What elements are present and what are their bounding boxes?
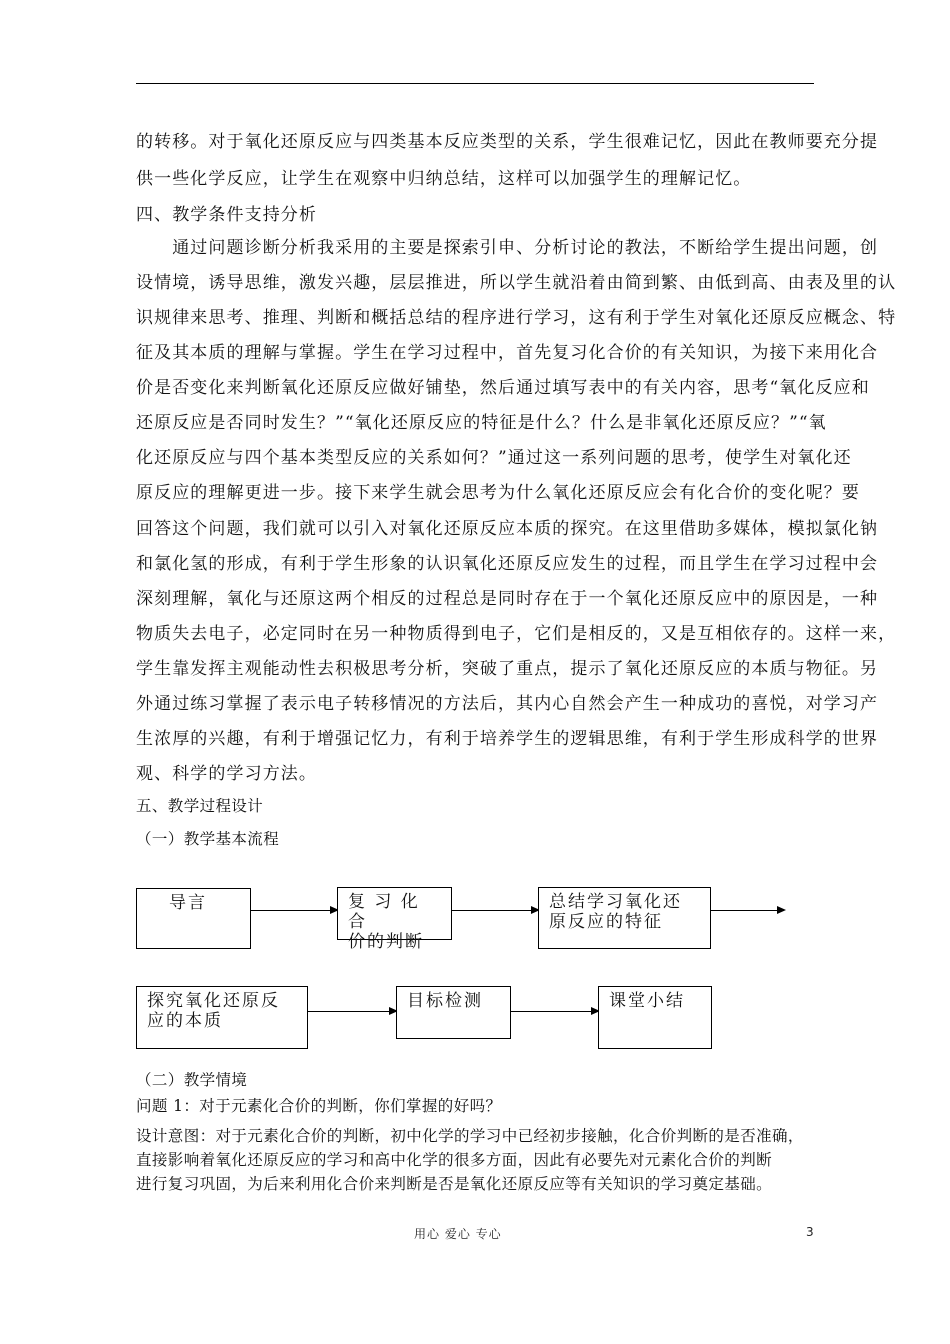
body-line: 化还原反应与四个基本类型反应的关系如何？”通过这一系列问题的思考，使学生对氧化还 xyxy=(136,448,852,468)
flow-title: （一）教学基本流程 xyxy=(136,830,280,848)
flow-arrow-4 xyxy=(308,1011,396,1012)
body-line: 学生靠发挥主观能动性去积极思考分析，突破了重点，提示了氧化还原反应的本质与物征。另 xyxy=(136,659,879,679)
flow-box-features-line1: 总结学习氧化还 xyxy=(549,892,682,912)
body-line: 生浓厚的兴趣，有利于增强记忆力，有利于培养学生的逻辑思维，有利于学生形成科学的世界 xyxy=(136,729,879,749)
body-line: 供一些化学反应，让学生在观察中归纳总结，这样可以加强学生的理解记忆。 xyxy=(136,169,752,189)
body-line: 外通过练习掌握了表示电子转移情况的方法后，其内心自然会产生一种成功的喜悦，对学习产 xyxy=(136,694,879,714)
section-4-heading: 四、教学条件支持分析 xyxy=(136,205,317,225)
flow-box-features xyxy=(538,887,711,949)
flow-box-review-valence-line2: 价的判断 xyxy=(348,932,424,952)
flow-arrow-2 xyxy=(452,910,538,911)
body-line: 通过问题诊断分析我采用的主要是探索引申、分析讨论的教法，不断给学生提出问题，创 xyxy=(136,238,879,258)
flow-box-intro xyxy=(136,888,251,949)
flow-box-review-valence xyxy=(337,887,452,952)
flow-box-target-check xyxy=(396,986,511,1039)
body-line: 征及其本质的理解与掌握。学生在学习过程中，首先复习化合价的有关知识，为接下来用化合 xyxy=(136,343,879,363)
flow-arrow-5 xyxy=(511,1011,598,1012)
flow-box-review-valence-line1: 复 习 化 合 xyxy=(348,892,420,932)
flow-box-essence-line2: 应的本质 xyxy=(147,1011,223,1031)
footer-motto: 用心 爱心 专心 xyxy=(414,1227,502,1241)
flow-box-target-check-label: 目标检测 xyxy=(407,991,483,1011)
design-intent-line: 进行复习巩固，为后来利用化合价来判断是否是氧化还原反应等有关知识的学习奠定基础。 xyxy=(136,1175,773,1193)
flow-box-summary-label: 课堂小结 xyxy=(609,991,685,1011)
situation-title: （二）教学情境 xyxy=(136,1071,248,1089)
flow-box-features-line2: 原反应的特征 xyxy=(549,912,663,932)
body-line: 和氯化氢的形成，有利于学生形象的认识氧化还原反应发生的过程，而且学生在学习过程中会 xyxy=(136,554,879,574)
body-line: 深刻理解，氧化与还原这两个相反的过程总是同时存在于一个氧化还原反应中的原因是，一种 xyxy=(136,589,879,609)
body-line: 设情境，诱导思维，激发兴趣，层层推进，所以学生就沿着由简到繁、由低到高、由表及里的认 xyxy=(136,273,897,293)
body-line: 观、科学的学习方法。 xyxy=(136,764,317,784)
body-line: 识规律来思考、推理、判断和概括总结的程序进行学习，这有利于学生对氧化还原反应概念、特 xyxy=(136,308,897,328)
header-rule xyxy=(136,83,814,84)
flow-arrow-1 xyxy=(251,910,337,911)
design-intent-line: 直接影响着氧化还原反应的学习和高中化学的很多方面，因此有必要先对元素化合价的判断 xyxy=(136,1151,773,1169)
body-line: 价是否变化来判断氧化还原反应做好铺垫，然后通过填写表中的有关内容，思考“氧化反应和 xyxy=(136,378,870,398)
flow-box-intro-label: 导言 xyxy=(169,893,207,913)
body-line: 原反应的理解更进一步。接下来学生就会思考为什么氧化还原反应会有化合价的变化呢？要 xyxy=(136,483,860,503)
section-5-heading: 五、教学过程设计 xyxy=(136,797,264,815)
body-line: 还原反应是否同时发生？”“氧化还原反应的特征是什么？什么是非氧化还原反应？”“氧 xyxy=(136,413,827,433)
flow-arrow-3 xyxy=(711,910,784,911)
flow-box-essence-line1: 探究氧化还原反 xyxy=(147,991,280,1011)
flow-box-summary xyxy=(598,986,712,1049)
body-line: 回答这个问题，我们就可以引入对氧化还原反应本质的探究。在这里借助多媒体，模拟氯化钠 xyxy=(136,519,879,539)
question-1: 问题 1：对于元素化合价的判断，你们掌握的好吗？ xyxy=(136,1097,502,1115)
page-number: 3 xyxy=(806,1225,814,1239)
body-line: 物质失去电子，必定同时在另一种物质得到电子，它们是相反的，又是互相依存的。这样一来， xyxy=(136,624,897,644)
flow-box-essence xyxy=(136,986,308,1049)
body-line: 的转移。对于氧化还原反应与四类基本反应类型的关系，学生很难记忆，因此在教师要充分提 xyxy=(136,132,879,152)
design-intent-line: 设计意图：对于元素化合价的判断，初中化学的学习中已经初步接触，化合价判断的是否准确， xyxy=(136,1127,804,1145)
